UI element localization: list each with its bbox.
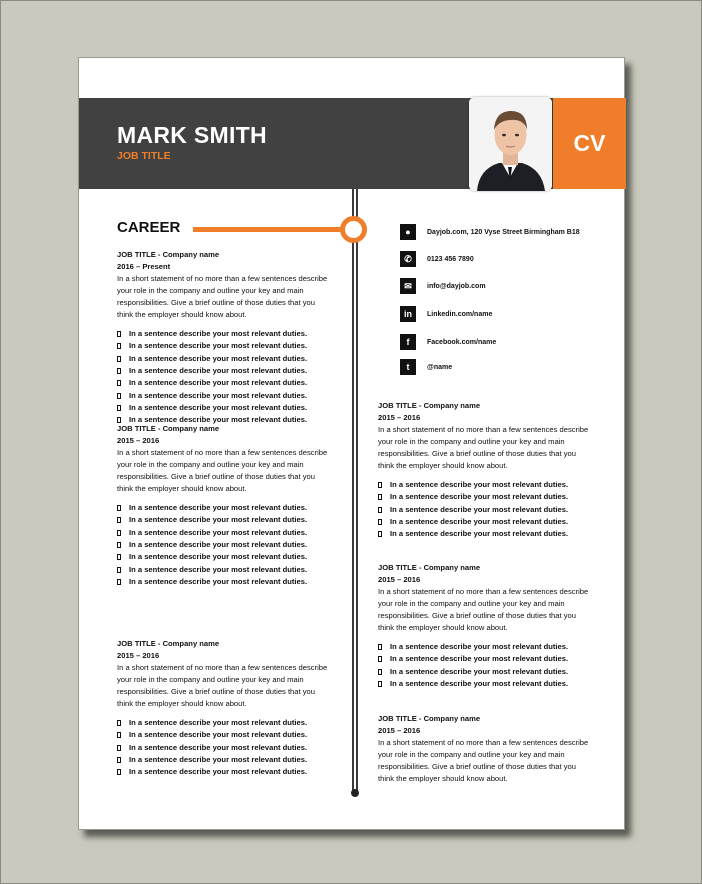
job-entry-description: In a short statement of no more than a few sentences describe your role in the company and outline your key and main responsibilities. Give a brief outline of those duties that you think the employer should know about. [378,738,589,783]
twitter-icon: t [400,359,416,375]
phone-icon: ✆ [400,251,416,267]
contact-linkedin: in Linkedin.com/name [400,306,600,322]
checkbox-icon [117,769,121,775]
duty-item: In a sentence describe your most relevant duties. [378,504,592,516]
job-entry-dates: 2015 – 2016 [117,651,160,660]
timeline-ring [340,216,367,243]
career-accent-line [193,227,343,232]
duty-item: In a sentence describe your most relevant duties. [378,479,592,491]
job-entry-dates: 2015 – 2016 [378,575,421,584]
contact-email: ✉ info@dayjob.com [400,278,600,294]
checkbox-icon [117,331,121,337]
duty-item: In a sentence describe your most relevant duties. [378,666,592,678]
checkbox-icon [378,644,382,650]
duty-item: In a sentence describe your most relevant duties. [117,389,329,401]
job-entry-dates: 2016 – Present [117,262,171,271]
duty-item: In a sentence describe your most relevant duties. [117,414,329,426]
contact-phone: ✆ 0123 456 7890 [400,251,600,267]
duties-list [378,641,592,690]
career-heading: CAREER [117,219,181,236]
checkbox-icon [117,517,121,523]
job-entry-title: JOB TITLE - Company name [117,250,220,259]
checkbox-icon [117,732,121,738]
job-entry-2 [117,423,329,588]
checkbox-icon [117,380,121,386]
job-entry-description: In a short statement of no more than a few sentences describe your role in the company and outline your key and main responsibilities. Give a brief outline of those duties that you think the employer should know about. [117,274,328,319]
duty-item: In a sentence describe your most relevant duties. [378,516,592,528]
checkbox-icon [378,669,382,675]
linkedin-icon: in [400,306,416,322]
checkbox-icon [378,507,382,513]
checkbox-icon [117,579,121,585]
job-entry-3 [117,638,329,778]
job-entry-title: JOB TITLE - Company name [378,563,481,572]
duty-item: In a sentence describe your most relevant duties. [117,377,329,389]
duty-item: In a sentence describe your most relevant duties. [378,491,592,503]
duty-item: In a sentence describe your most relevant duties. [117,340,329,352]
job-entry-5 [378,562,592,690]
duty-item: In a sentence describe your most relevant duties. [117,514,329,526]
map-pin-icon: ● [400,224,416,240]
checkbox-icon [117,542,121,548]
duty-item: In a sentence describe your most relevant duties. [117,766,329,778]
checkbox-icon [117,757,121,763]
checkbox-icon [378,656,382,662]
duty-item: In a sentence describe your most relevant duties. [117,328,329,340]
duty-item: In a sentence describe your most relevant duties. [117,402,329,414]
checkbox-icon [117,745,121,751]
duty-item: In a sentence describe your most relevant duties. [378,653,592,665]
job-entry-description: In a short statement of no more than a few sentences describe your role in the company and outline your key and main responsibilities. Give a brief outline of those duties that you think the employer should know about. [117,663,328,708]
duties-list [117,717,329,778]
duties-list [117,502,329,588]
checkbox-icon [378,519,382,525]
cv-page [78,57,625,830]
duty-item: In a sentence describe your most relevant duties. [117,742,329,754]
checkbox-icon [117,393,121,399]
duties-list [378,479,592,540]
job-entry-description: In a short statement of no more than a few sentences describe your role in the company and outline your key and main responsibilities. Give a brief outline of those duties that you think the employer should know about. [117,448,328,493]
duty-item: In a sentence describe your most relevant duties. [117,717,329,729]
candidate-name: MARK SMITH [117,122,267,148]
checkbox-icon [117,356,121,362]
job-entry-dates: 2015 – 2016 [378,726,421,735]
duty-item: In a sentence describe your most relevant duties. [117,365,329,377]
contact-twitter: t @name [400,359,600,375]
duty-item: In a sentence describe your most relevant duties. [378,678,592,690]
duties-list [117,328,329,426]
contact-facebook: f Facebook.com/name [400,334,600,350]
checkbox-icon [117,405,121,411]
candidate-job-title: JOB TITLE [117,150,171,162]
duty-item: In a sentence describe your most relevant duties. [117,551,329,563]
checkbox-icon [117,530,121,536]
duty-item: In a sentence describe your most relevant duties. [117,527,329,539]
profile-photo [469,97,552,191]
job-entry-title: JOB TITLE - Company name [378,714,481,723]
timeline-end-dot [351,789,359,797]
checkbox-icon [378,681,382,687]
checkbox-icon [378,482,382,488]
checkbox-icon [117,368,121,374]
job-entry-4 [378,400,592,540]
duty-item: In a sentence describe your most relevant duties. [117,563,329,575]
job-entry-description: In a short statement of no more than a few sentences describe your role in the company and outline your key and main responsibilities. Give a brief outline of those duties that you think the employer should know about. [378,425,589,470]
checkbox-icon [117,720,121,726]
checkbox-icon [117,343,121,349]
cv-badge: CV [553,98,626,189]
duty-item: In a sentence describe your most relevant duties. [117,539,329,551]
job-entry-6 [378,713,592,785]
duty-item: In a sentence describe your most relevant duties. [117,502,329,514]
duty-item: In a sentence describe your most relevant duties. [378,528,592,540]
checkbox-icon [117,505,121,511]
checkbox-icon [117,567,121,573]
job-entry-dates: 2015 – 2016 [117,436,160,445]
duty-item: In a sentence describe your most relevant duties. [117,353,329,365]
duty-item: In a sentence describe your most relevant duties. [117,576,329,588]
email-icon: ✉ [400,278,416,294]
job-entry-description: In a short statement of no more than a few sentences describe your role in the company and outline your key and main responsibilities. Give a brief outline of those duties that you think the employer should know about. [378,587,589,632]
job-entry-title: JOB TITLE - Company name [378,401,481,410]
job-entry-title: JOB TITLE - Company name [117,424,220,433]
duty-item: In a sentence describe your most relevant duties. [378,641,592,653]
duty-item: In a sentence describe your most relevant duties. [117,754,329,766]
job-entry-1 [117,249,329,426]
timeline-line [352,189,358,793]
checkbox-icon [117,554,121,560]
checkbox-icon [378,494,382,500]
facebook-icon: f [400,334,416,350]
job-entry-title: JOB TITLE - Company name [117,639,220,648]
job-entry-dates: 2015 – 2016 [378,413,421,422]
checkbox-icon [378,531,382,537]
duty-item: In a sentence describe your most relevant duties. [117,729,329,741]
contact-address: ● Dayjob.com, 120 Vyse Street Birmingham B18 [400,224,600,240]
